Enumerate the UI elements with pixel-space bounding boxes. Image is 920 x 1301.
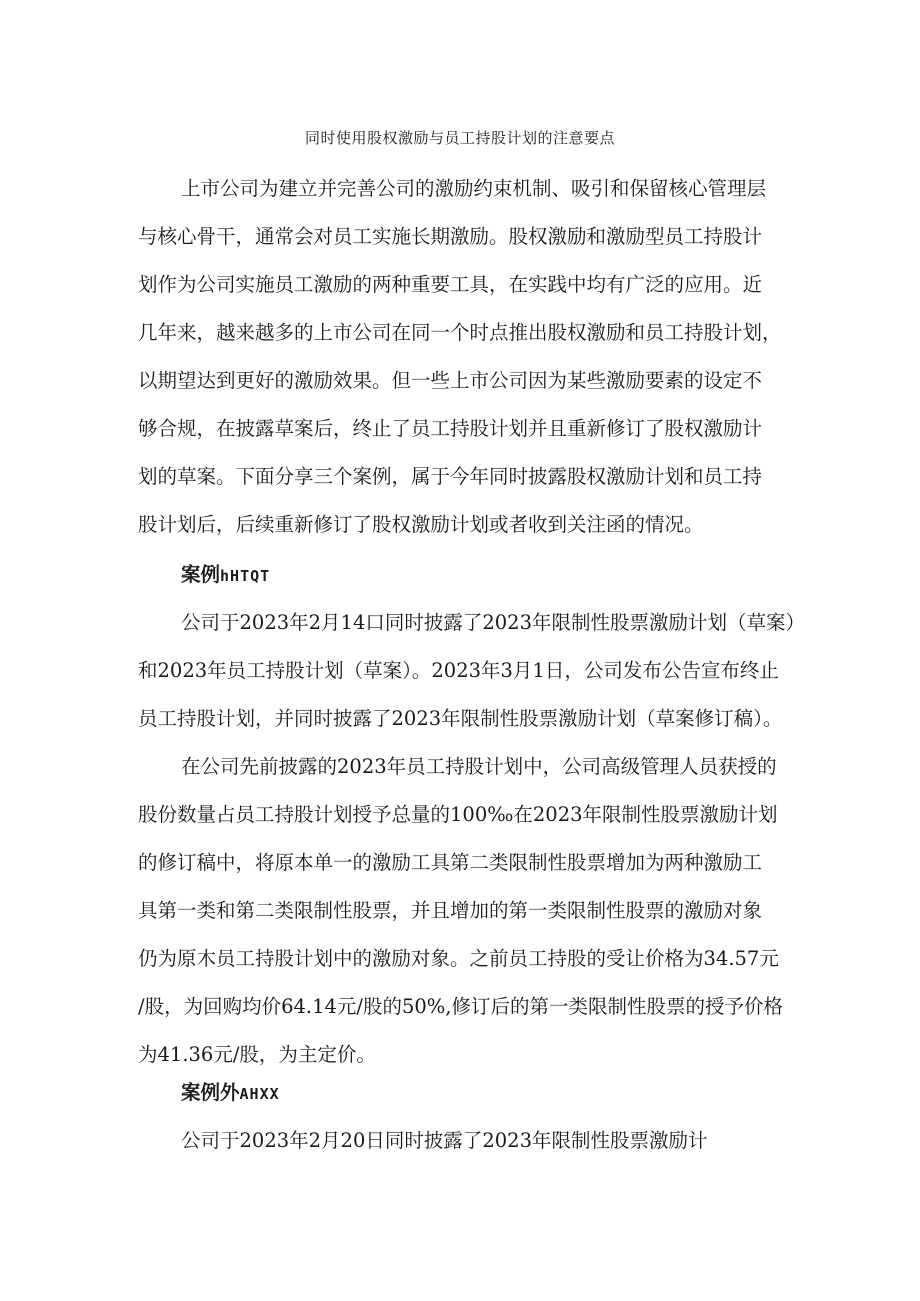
case1-p2-line: 为41.36元/股，为主定价。 [138,1043,376,1066]
case1-p2-line: 股份数量占员工持股计划授予总量的100‰在2023年限制性股票激励计划 [138,803,778,826]
intro-line: 与核心骨干，通常会对员工实施长期激励。股权激励和激励型员工持股计 [138,225,763,248]
case1-p1-line: 和2023年员工持股计划（草案）。2023年3月1日，公司发布公告宣布终止 [138,659,779,682]
case2-heading [181,1078,280,1109]
case1-p2-line: 仍为原木员工持股计划中的激励对象。之前员工持股的受让价格为34.57元 [138,947,779,970]
case1-p2-line: /股，为回购均价64.14元/股的50%,修订后的第一类限制性股票的授予价格 [138,995,784,1018]
case1-p2-line: 的修订稿中，将原本单一的激励工具第二类限制性股票增加为两种激励工 [138,851,763,874]
case2-p1-line: 公司于2023年2月20日同时披露了2023年限制性股票激励计 [181,1129,708,1152]
case1-heading-code: hHTQT [220,567,271,585]
intro-line: 够合规，在披露草案后，终止了员工持股计划并且重新修订了股权激励计 [138,417,763,440]
intro-line: 几年来，越来越多的上市公司在同一个时点推出股权激励和员工持股计划， [138,321,782,344]
intro-line: 以期望达到更好的激励效果。但一些上市公司因为某些激励要素的设定不 [138,369,763,392]
case1-heading [181,560,270,591]
case1-p1-line: 员工持股计划，并同时披露了2023年限制性股票激励计划（草案修订稿）。 [138,707,783,730]
intro-line: 划作为公司实施员工激励的两种重要工具，在实践中均有广泛的应用。近 [138,273,763,296]
case2-heading-prefix: 案例外 [181,1081,240,1104]
case1-heading-prefix: 案例 [181,563,221,586]
case1-p2-line: 具第一类和第二类限制性股票，并且增加的第一类限制性股票的激励对象 [138,899,763,922]
case1-p1-line: 公司于2023年2月14口同时披露了2023年限制性股票激励计划（草案） [181,611,805,634]
document-title: 同时使用股权激励与员工持股计划的注意要点 [304,129,615,147]
intro-line: 划的草案。下面分享三个案例，属于今年同时披露股权激励计划和员工持 [138,465,763,488]
intro-line: 上市公司为建立并完善公司的激励约束机制、吸引和保留核心管理层 [181,177,767,200]
case1-p2-line: 在公司先前披露的2023年员工持股计划中，公司高级管理人员获授的 [181,755,777,778]
intro-line: 股计划后，后续重新修订了股权激励计划或者收到关注函的情况。 [138,513,704,536]
case2-heading-code: AHXX [239,1085,280,1103]
